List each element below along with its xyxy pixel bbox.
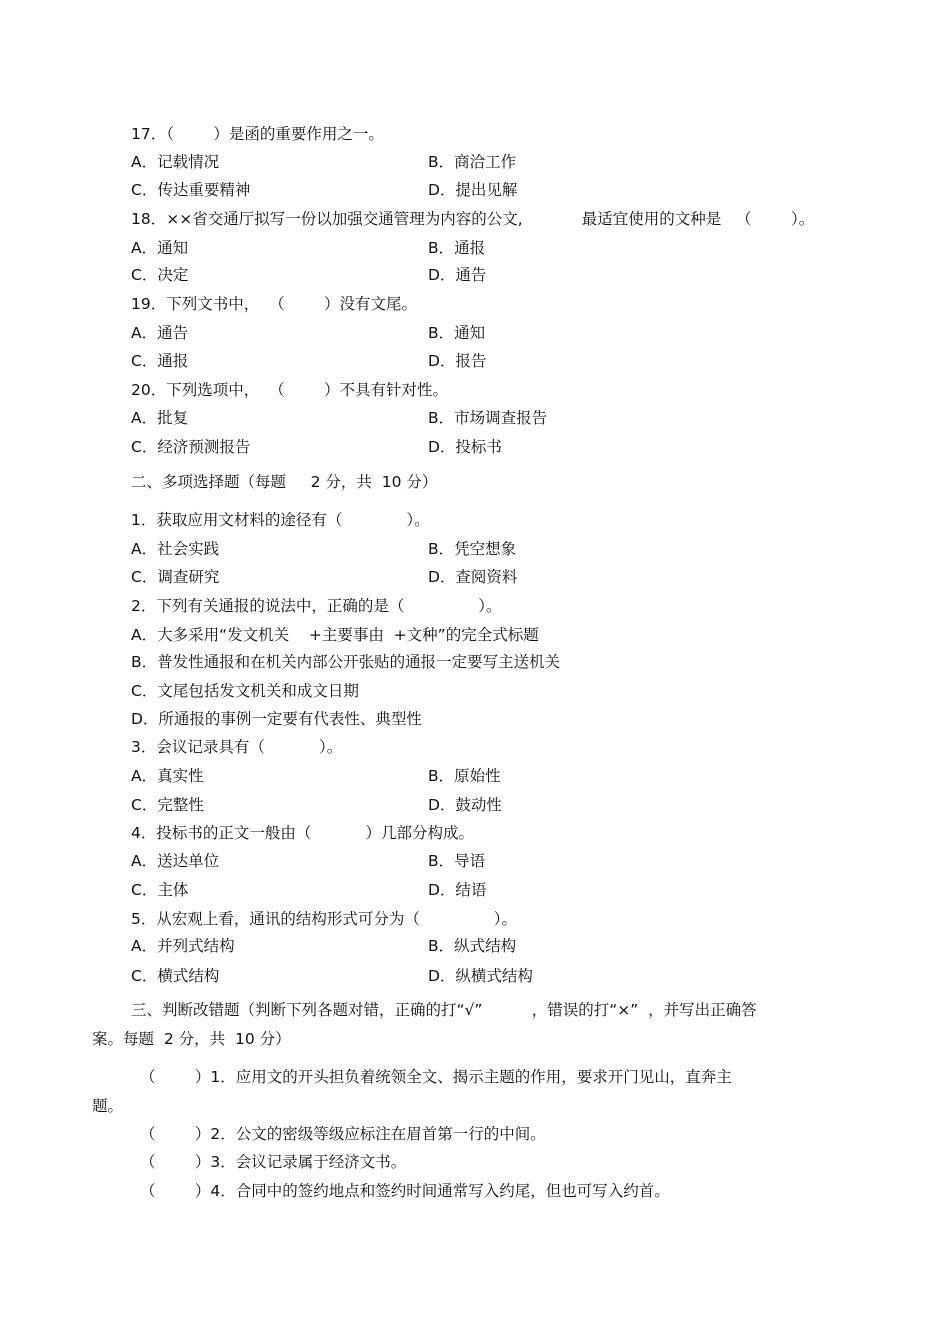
judge-2: （ ）2．公文的密级等级应标注在眉首第一行的中间。 — [140, 1125, 546, 1143]
judge-4: （ ）4．合同中的签约地点和签约时间通常写入约尾，但也可写入约首。 — [140, 1182, 670, 1200]
section-3-heading: 三、判断改错题（判断下列各题对错，正确的打“√” ，错误的打“×” ，并写出正确答 — [131, 1001, 757, 1019]
question-18-stem: 18．××省交通厅拟写一份以加强交通管理为内容的公文, 最适宜使用的文种是 （ ）。 — [131, 210, 815, 228]
question-18-option-a: A．通知 — [131, 239, 189, 257]
multi-3-option-c: C．完整性 — [131, 796, 204, 814]
multi-3-stem: 3．会议记录具有（ ）。 — [131, 738, 343, 756]
judge-1: （ ）1．应用文的开头担负着统领全文、揭示主题的作用，要求开门见山，直奔主 — [140, 1068, 732, 1086]
question-19-option-c: C．通报 — [131, 352, 189, 370]
multi-3-option-a: A．真实性 — [131, 767, 204, 785]
question-20-stem: 20．下列选项中， （ ）不具有针对性。 — [131, 381, 448, 399]
multi-1-option-b: B．凭空想象 — [428, 540, 517, 558]
multi-4-option-d: D．结语 — [428, 881, 487, 899]
multi-3-option-d: D．鼓动性 — [428, 796, 502, 814]
multi-5-option-c: C．横式结构 — [131, 967, 220, 985]
multi-1-option-d: D．查阅资料 — [428, 568, 518, 586]
multi-4-option-c: C．主体 — [131, 881, 189, 899]
question-19-stem: 19．下列文书中， （ ）没有文尾。 — [131, 295, 417, 313]
multi-4-option-b: B．导语 — [428, 852, 486, 870]
question-20-option-d: D．投标书 — [428, 438, 502, 456]
multi-3-option-b: B．原始性 — [428, 767, 501, 785]
multi-2-option-c: C．文尾包括发文机关和成文日期 — [131, 682, 359, 700]
multi-5-option-b: B．纵式结构 — [428, 937, 517, 955]
multi-1-option-c: C．调查研究 — [131, 568, 220, 586]
question-19-option-b: B．通知 — [428, 324, 486, 342]
question-20-option-c: C．经济预测报告 — [131, 438, 251, 456]
multi-1-option-a: A．社会实践 — [131, 540, 220, 558]
multi-2-option-d: D．所通报的事例一定要有代表性、典型性 — [131, 710, 422, 728]
multi-1-stem: 1．获取应用文材料的途径有（ ）。 — [131, 511, 430, 529]
question-17-stem: 17．（ ）是函的重要作用之一。 — [131, 125, 384, 143]
judge-1-continued: 题。 — [92, 1097, 124, 1115]
question-19-option-a: A．通告 — [131, 324, 189, 342]
question-20-option-b: B．市场调查报告 — [428, 409, 548, 427]
multi-2-stem: 2．下列有关通报的说法中，正确的是（ ）。 — [131, 597, 502, 615]
section-2-heading: 二、多项选择题（每题 2 分，共 10 分） — [131, 473, 438, 491]
question-19-option-d: D．报告 — [428, 352, 487, 370]
question-17-option-d: D．提出见解 — [428, 181, 518, 199]
multi-5-option-d: D．纵横式结构 — [428, 967, 533, 985]
question-18-option-b: B．通报 — [428, 239, 486, 257]
multi-2-option-b: B．普发性通报和在机关内部公开张贴的通报一定要写主送机关 — [131, 653, 561, 671]
question-18-option-d: D．通告 — [428, 266, 487, 284]
judge-3: （ ）3．会议记录属于经济文书。 — [140, 1153, 407, 1171]
multi-4-stem: 4．投标书的正文一般由（ ）几部分构成。 — [131, 824, 475, 842]
multi-5-stem: 5．从宏观上看，通讯的结构形式可分为（ ）。 — [131, 910, 518, 928]
question-20-option-a: A．批复 — [131, 409, 189, 427]
question-17-option-a: A．记载情况 — [131, 153, 220, 171]
question-17-option-b: B．商洽工作 — [428, 153, 517, 171]
multi-2-option-a: A．大多采用“发文机关 +主要事由 +文种”的完全式标题 — [131, 626, 539, 644]
question-17-option-c: C．传达重要精神 — [131, 181, 251, 199]
multi-5-option-a: A．并列式结构 — [131, 937, 235, 955]
multi-4-option-a: A．送达单位 — [131, 852, 220, 870]
question-18-option-c: C．决定 — [131, 266, 189, 284]
section-3-heading-continued: 案。每题 2 分，共 10 分） — [92, 1030, 291, 1048]
